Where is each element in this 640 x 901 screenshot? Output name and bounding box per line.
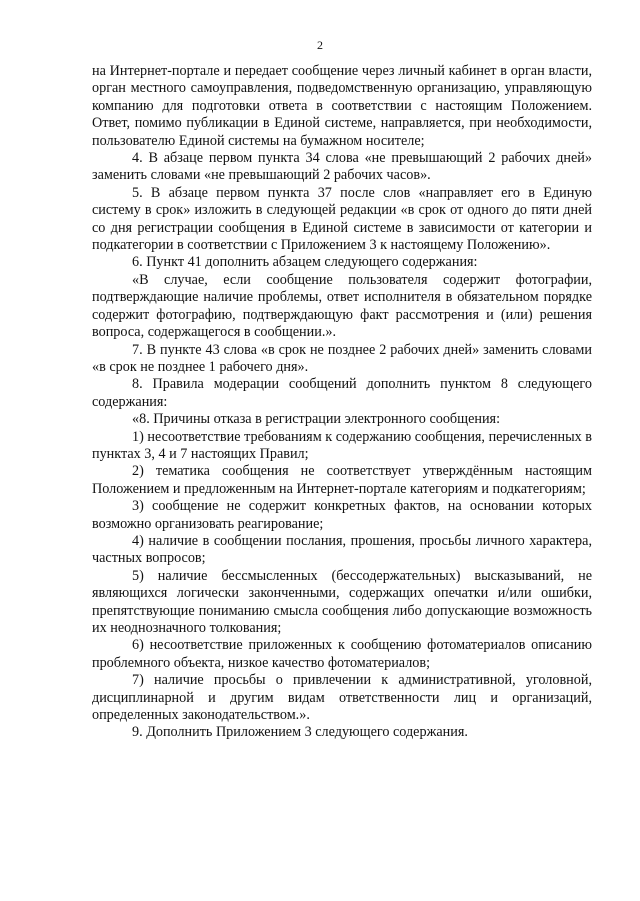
paragraph-reason-5: 5) наличие бессмысленных (бессодержательных) высказываний, не являющихся логически законченными, содержащих опечатки и/или ошибки, препятствующие пониманию смысла сообщения либо допускающие возможность их неоднозначного толкования; bbox=[92, 567, 592, 636]
page-number: 2 bbox=[317, 38, 323, 52]
paragraph-rule-8-heading: «8. Причины отказа в регистрации электронного сообщения: bbox=[132, 411, 501, 428]
paragraph-item-7: 7. В пункте 43 слова «в срок не позднее 2 рабочих дней» заменить словами «в срок не позднее 1 рабочего дня». bbox=[92, 341, 592, 375]
paragraph-reason-7: 7) наличие просьбы о привлечении к административной, уголовной, дисциплинарной и другим видам ответственности лиц и организаций, определенных законодательством.». bbox=[92, 672, 592, 724]
paragraph-item-6: 6. Пункт 41 дополнить абзацем следующего содержания: bbox=[132, 254, 478, 271]
paragraph-item-8: 8. Правила модерации сообщений дополнить пунктом 8 следующего содержания: bbox=[92, 376, 592, 410]
paragraph-item-6-quote: «В случае, если сообщение пользователя содержит фотографии, подтверждающие наличие проблемы, ответ исполнителя в обязательном порядке содержит фотографию, подтверждающую факт рассмотрения и (или) решения вопроса, содержащегося в сообщении.». bbox=[92, 271, 592, 341]
paragraph-reason-3: 3) сообщение не содержит конкретных фактов, на основании которых возможно организовать реагирование; bbox=[92, 498, 592, 532]
paragraph-reason-6: 6) несоответствие приложенных к сообщению фотоматериалов описанию проблемного объекта, низкое качество фотоматериалов; bbox=[92, 637, 592, 671]
paragraph-item-5: 5. В абзаце первом пункта 37 после слов «направляет его в Единую систему в срок» изложить в следующей редакции «в срок от одного до пяти дней со дня регистрации сообщения в Единой системе в зависимости от категории и подкатегории в соответствии с Приложением 3 к настоящему Положению». bbox=[92, 184, 592, 254]
paragraph-reason-1: 1) несоответствие требованиям к содержанию сообщения, перечисленных в пунктах 3, 4 и 7 настоящих Правил; bbox=[92, 428, 592, 462]
document-body bbox=[92, 63, 592, 742]
paragraph-reason-4: 4) наличие в сообщении послания, прошения, просьбы личного характера, частных вопросов; bbox=[92, 532, 592, 567]
paragraph-reason-2: 2) тематика сообщения не соответствует утверждённым настоящим Положением и предложенным на Интернет-портале категориям и подкатегориям; bbox=[92, 463, 592, 497]
paragraph-item-9: 9. Дополнить Приложением 3 следующего содержания. bbox=[132, 724, 468, 741]
paragraph-continuation: на Интернет-портале и передает сообщение через личный кабинет в орган власти, орган местного самоуправления, подведомственную организацию, управляющую компанию для подготовки ответа в соответствии с настоящим Положением. Ответ, помимо публикации в Единой системе, направляется, при необходимости, пользователю Единой системы на бумажном носителе; bbox=[92, 63, 592, 149]
paragraph-item-4: 4. В абзаце первом пункта 34 слова «не превышающий 2 рабочих дней» заменить словами «не превышающий 2 рабочих часов». bbox=[92, 150, 592, 184]
